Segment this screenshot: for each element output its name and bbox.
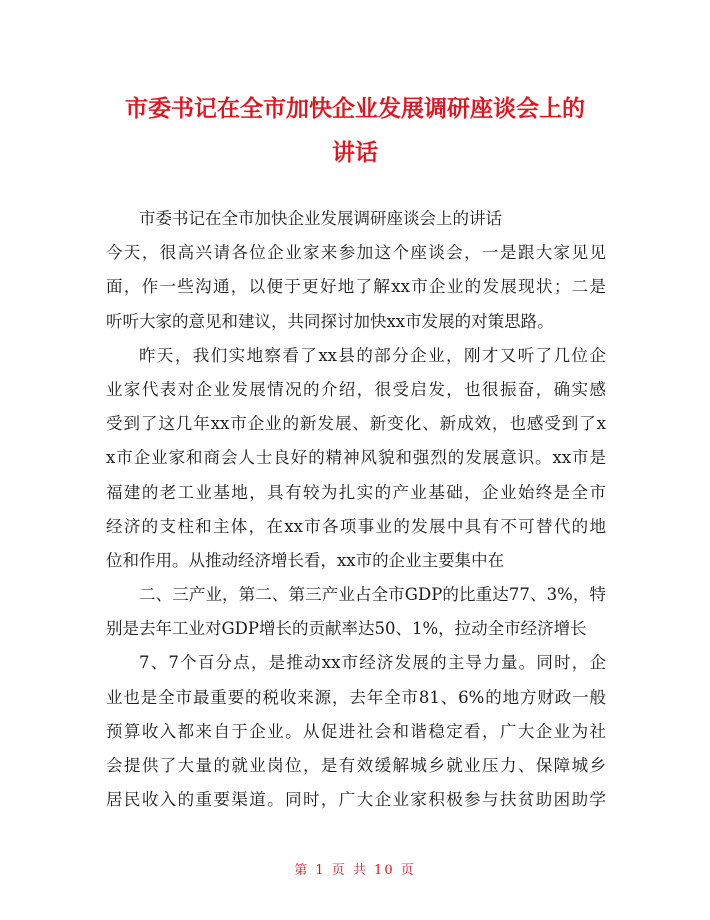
body-line: 预算收入都来自于企业。从促进社会和谐稳定看，广大企业为社 — [106, 721, 606, 741]
document-title-line-2: 讲话 — [332, 140, 378, 166]
body-line: 今天，很高兴请各位企业家来参加这个座谈会，一是跟大家见见 — [106, 243, 606, 263]
body-line: 昨天，我们实地察看了xx县的部分企业，刚才又听了几位企 — [139, 345, 606, 365]
body-line: 7、7个百分点，是推动xx市经济发展的主导力量。同时，企 — [139, 653, 606, 673]
body-line: 市委书记在全市加快企业发展调研座谈会上的讲话 — [139, 209, 502, 228]
body-line: 经济的支柱和主体，在xx市各项事业的发展中具有不可替代的地 — [106, 516, 606, 536]
body-line: x市企业家和商会人士良好的精神风貌和强烈的发展意识。xx市是 — [106, 448, 606, 468]
body-line: 受到了这几年xx市企业的新发展、新变化、新成效，也感受到了x — [106, 414, 606, 434]
body-line: 别是去年工业对GDP增长的贡献率达50、1%，拉动全市经济增长 — [106, 619, 587, 639]
body-line: 居民收入的重要渠道。同时，广大企业家积极参与扶贫助困助学 — [106, 790, 606, 810]
body-line: 业家代表对企业发展情况的介绍，很受启发，也很振奋，确实感 — [106, 379, 606, 399]
body-line: 会提供了大量的就业岗位，是有效缓解城乡就业压力、保障城乡 — [106, 756, 606, 775]
page-footer: 第 1 页 共 10 页 — [294, 863, 416, 878]
document-title-line-1: 市委书记在全市加快企业发展调研座谈会上的 — [125, 96, 585, 122]
body-line: 位和作用。从推动经济增长看，xx市的企业主要集中在 — [106, 550, 505, 570]
body-line: 二、三产业，第二、第三产业占全市GDP的比重达77、3%，特 — [139, 585, 606, 605]
body-line: 面，作一些沟通，以便于更好地了解xx市企业的发展现状；二是 — [106, 277, 606, 297]
body-line: 听听大家的意见和建议，共同探讨加快xx市发展的对策思路。 — [106, 311, 554, 331]
document-body — [106, 202, 606, 817]
body-line: 福建的老工业基地，具有较为扎实的产业基础，企业始终是全市 — [106, 482, 606, 502]
body-line: 业也是全市最重要的税收来源，去年全市81、6%的地方财政一般 — [106, 687, 606, 707]
